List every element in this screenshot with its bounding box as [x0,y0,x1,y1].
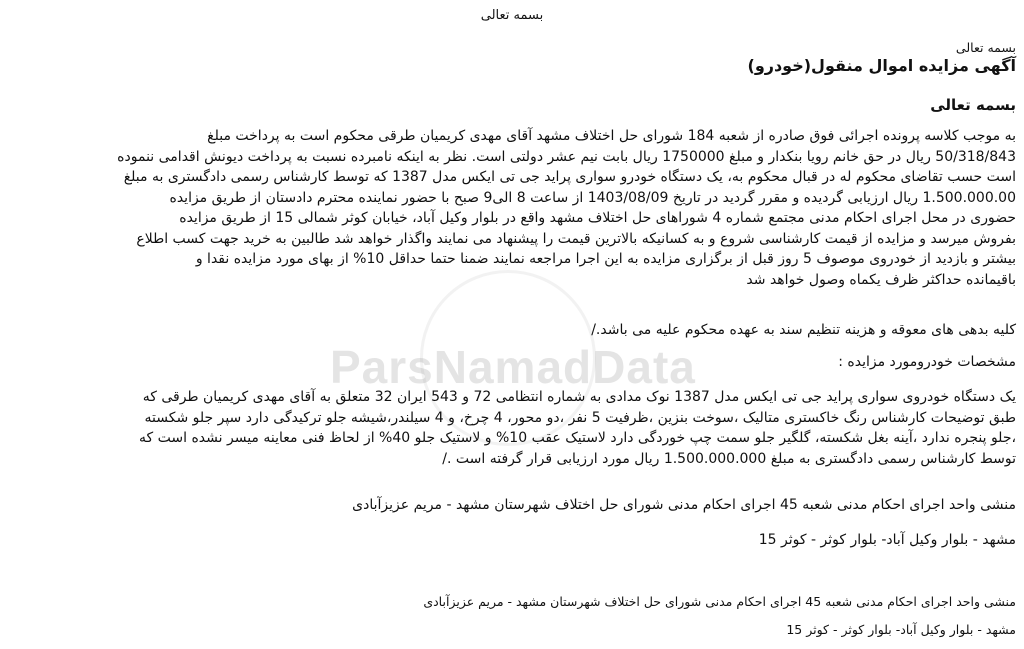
signature-line: منشی واحد اجرای احکام مدنی شعبه 45 اجرای احکام مدنی شورای حل اختلاف شهرستان مشهد - مریم عزیزآبادی [352,497,1016,513]
paragraph-line: 1.500.000.00 ریال ارزیابی گردیده و مقرر گردید در تاریخ 1403/08/09 از ساعت 8 الی9 صبح با حضور نماینده محترم دادستان از طریق مزایده [169,189,1016,206]
main-paragraph [8,126,1016,290]
paragraph-line: 50/318/843 ریال در حق خانم رویا بنکدار و مبلغ 1750000 ریال بابت نیم عشر دولتی است. نظر به اینکه نامبرده نسبت به پرداخت دیونش اقدامی ننموده [117,148,1016,165]
paragraph-line: حضوری در محل اجرای احکام مدنی مجتمع شماره 4 شوراهای حل اختلاف مشهد واقع در بلوار وکیل آباد، خیابان کوثر شمالی 15 از طریق مزایده [179,210,1016,226]
paragraph-line: باقیمانده حداکثر ظرف یکماه وصول خواهد شد [746,271,1016,288]
paragraph-line: یک دستگاه خودروی سواری پراید جی تی ایکس مدل 1387 نوک مدادی به شماره انتظامی 72 و 543 ایران 32 متعلق به آقای مهدی کریمیان طرقی که [142,389,1016,405]
paragraph-line: ،جلو پنجره ندارد ،آینه بغل شکسته، گلگیر جلو سمت چپ خوردگی دارد لاستیک عقب 10% و لاستیک جلو 40% از لحاظ فنی معاینه میسر نشده است که [139,430,1016,446]
small-bismillah: بسمه تعالی [955,40,1016,55]
watermark-text: ParsNamadData [330,341,696,393]
paragraph-line: بیشتر و بازدید از خودروی موصوف 5 روز قبل از برگزاری مزایده به این اجرا مراجعه نمایند ضمنا حتما حداقل 10% از بهای مورد مزایده نقدا و [195,251,1016,267]
paragraph-line: توسط کارشناس رسمی دادگستری به مبلغ 1.500.000.000 ریال مورد ارزیابی قرار گرفته است ./ [442,450,1016,467]
specs-heading: مشخصات خودرومورد مزایده : [838,354,1016,370]
debts-note: کلیه بدهی های معوقه و هزینه تنظیم سند به عهده محکوم علیه می باشد./ [591,322,1016,338]
paragraph-line: است حسب تقاضای محکوم له در قبال محکوم به، یک دستگاه خودرو سواری پراید جی تی ایکس مدل 1387 که توسط کارشناس رسمی دادگستری به مبلغ [123,169,1016,185]
paragraph-line: بفروش میرسد و مزایده از قیمت کارشناسی شروع و به کسانیکه بالاترین قیمت را پیشنهاد می نمایند واگذار خواهد شد طالبین به خرید جهت کسب اطلاع [136,230,1016,247]
address-line: مشهد - بلوار وکیل آباد- بلوار کوثر - کوثر 15 [758,532,1016,548]
top-heading: بسمه تعالی [480,8,544,23]
footer-signature: منشی واحد اجرای احکام مدنی شعبه 45 اجرای احکام مدنی شورای حل اختلاف شهرستان مشهد - مریم عزیزآبادی [423,594,1016,609]
specs-paragraph [8,387,1016,469]
bismillah-heading: بسمه تعالی [930,96,1016,114]
footer-address: مشهد - بلوار وکیل آباد- بلوار کوثر - کوثر 15 [786,622,1016,637]
paragraph-line: طبق توضیحات کارشناس رنگ خاکستری متالیک ،سوخت بنزین ،ظرفیت 5 نفر ،دو محور، 4 چرخ، و 4 سیلندر،شیشه جلو ترکیدگی دارد سپر جلو شکسته [144,409,1016,426]
paragraph-line: به موجب کلاسه پرونده اجرائی فوق صادره از شعبه 184 شورای حل اختلاف مشهد آقای مهدی کریمیان طرقی محکوم است به پرداخت مبلغ [207,128,1016,144]
notice-title: آگهی مزایده اموال منقول(خودرو) [747,56,1016,75]
